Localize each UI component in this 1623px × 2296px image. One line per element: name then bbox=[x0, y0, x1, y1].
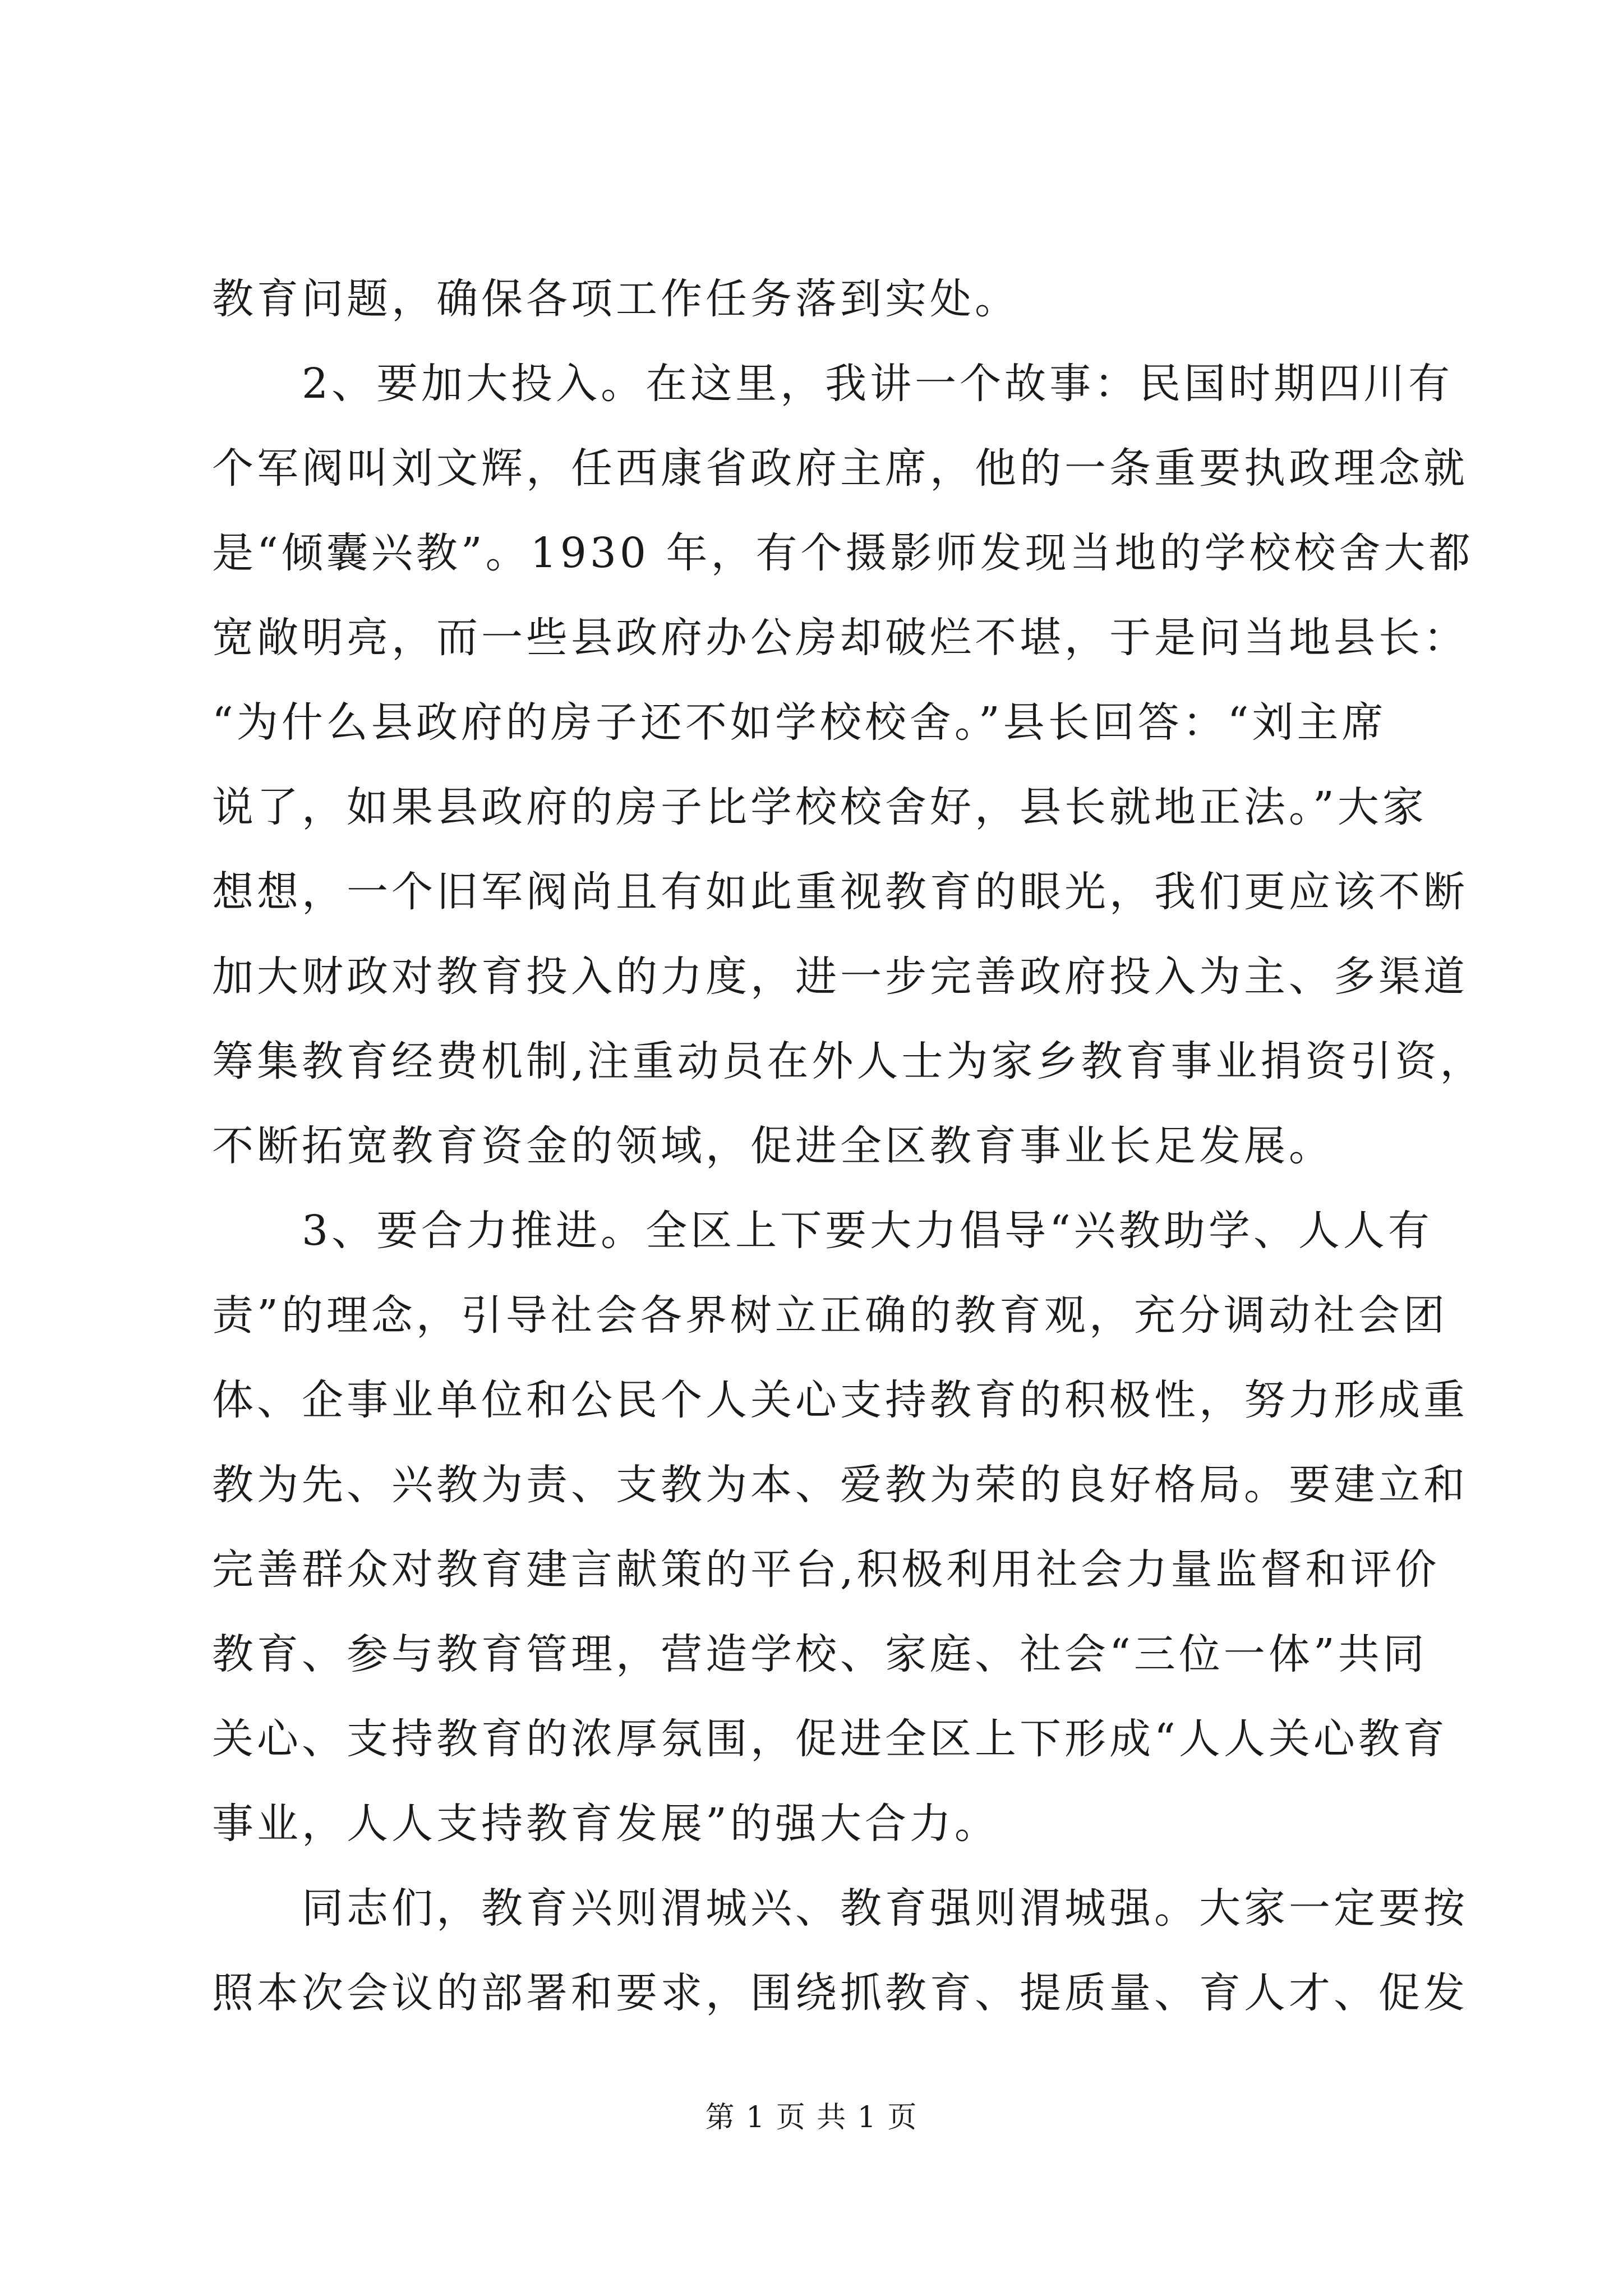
text-line: 关心、支持教育的浓厚氛围，促进全区上下形成“人人关心教育 bbox=[212, 1715, 1448, 1763]
text-line: 宽敞明亮，而一些县政府办公房却破烂不堪，于是问当地县长： bbox=[212, 614, 1468, 662]
body-text bbox=[212, 257, 1485, 2036]
text-line: 照本次会议的部署和要求，围绕抓教育、提质量、育人才、促发 bbox=[212, 1969, 1468, 2017]
text-line: 个军阀叫刘文辉，任西康省政府主席，他的一条重要执政理念就 bbox=[212, 444, 1468, 493]
text-line: “为什么县政府的房子还不如学校校舍。”县长回答：“刘主席 bbox=[212, 698, 1387, 747]
text-line: 教育、参与教育管理，营造学校、家庭、社会“三位一体”共同 bbox=[212, 1630, 1428, 1678]
text-line: 加大财政对教育投入的力度，进一步完善政府投入为主、多渠道 bbox=[212, 953, 1468, 1001]
text-line: 是“倾囊兴教”。1930 年，有个摄影师发现当地的学校校舍大都 bbox=[212, 529, 1474, 577]
page-footer: 第 1 页 共 1 页 bbox=[705, 2101, 918, 2134]
text-line: 教育问题，确保各项工作任务落到实处。 bbox=[212, 275, 1020, 323]
text-line: 2、要加大投入。在这里，我讲一个故事：民国时期四川有 bbox=[212, 360, 1454, 408]
text-line: 责”的理念，引导社会各界树立正确的教育观，充分调动社会团 bbox=[212, 1291, 1448, 1340]
text-line: 不断拓宽教育资金的领域，促进全区教育事业长足发展。 bbox=[212, 1122, 1334, 1170]
text-line: 体、企事业单位和公民个人关心支持教育的积极性，努力形成重 bbox=[212, 1376, 1468, 1424]
text-line: 3、要合力推进。全区上下要大力倡导“兴教助学、人人有 bbox=[212, 1207, 1433, 1255]
text-line: 说了，如果县政府的房子比学校校舍好，县长就地正法。”大家 bbox=[212, 783, 1427, 831]
text-line: 事业，人人支持教育发展”的强大合力。 bbox=[212, 1800, 999, 1848]
text-line: 同志们，教育兴则渭城兴、教育强则渭城强。大家一定要按 bbox=[212, 1884, 1468, 1932]
text-line: 完善群众对教育建言献策的平台,积极利用社会力量监督和评价 bbox=[212, 1545, 1440, 1594]
text-line: 想想，一个旧军阀尚且有如此重视教育的眼光，我们更应该不断 bbox=[212, 868, 1468, 916]
text-line: 教为先、兴教为责、支教为本、爱教为荣的良好格局。要建立和 bbox=[212, 1461, 1468, 1509]
text-line: 筹集教育经费机制,注重动员在外人士为家乡教育事业捐资引资， bbox=[212, 1037, 1485, 1085]
